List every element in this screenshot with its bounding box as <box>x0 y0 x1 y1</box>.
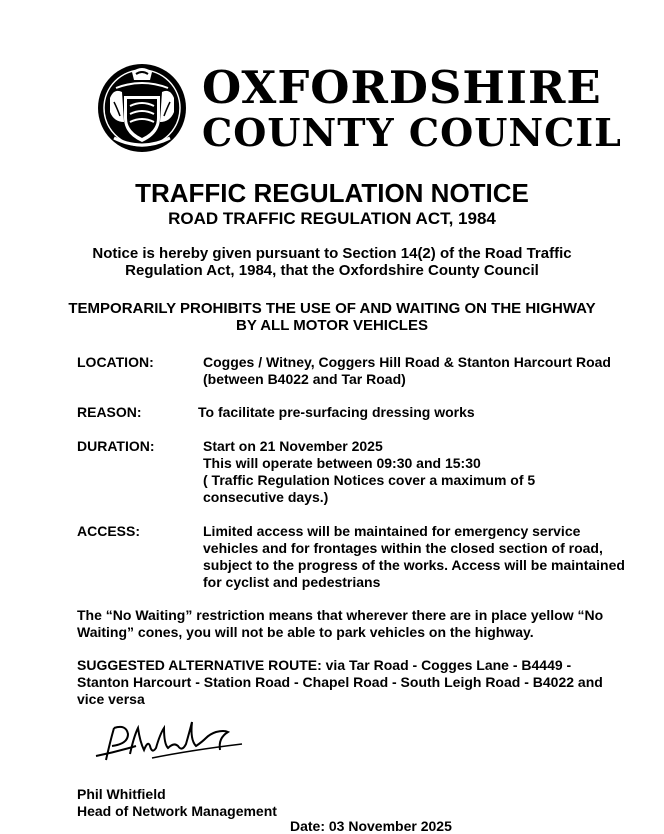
duration-value <box>203 438 563 506</box>
notice-date: Date: 03 November 2025 <box>290 818 452 834</box>
council-name-line1: OXFORDSHIRE <box>202 61 602 114</box>
location-value: Cogges / Witney, Coggers Hill Road & Stanton Harcourt Road (between B4022 and Tar Road) <box>203 354 611 387</box>
prohibition-line-2: BY ALL MOTOR VEHICLES <box>236 317 428 334</box>
notice-title: TRAFFIC REGULATION NOTICE <box>135 178 529 208</box>
act-subtitle: ROAD TRAFFIC REGULATION ACT, 1984 <box>168 209 496 228</box>
prohibition-statement <box>0 300 664 334</box>
alternative-route-paragraph: SUGGESTED ALTERNATIVE ROUTE: via Tar Road - Cogges Lane - B4449 - Stanton Harcourt - Station Road - Chapel Road - South Leigh Road - B4022 and vice versa <box>77 657 603 707</box>
council-name <box>202 61 622 155</box>
signatory-name: Phil Whitfield <box>77 786 166 802</box>
prohibition-line-1: TEMPORARILY PROHIBITS THE USE OF AND WAITING ON THE HIGHWAY <box>68 300 596 317</box>
duration-label: DURATION: <box>77 438 155 454</box>
intro-paragraph <box>0 245 664 279</box>
signatory-role: Head of Network Management <box>77 803 277 819</box>
intro-line-2: Regulation Act, 1984, that the Oxfordshire County Council <box>125 262 539 279</box>
reason-value: To facilitate pre-surfacing dressing works <box>198 404 475 420</box>
signature-image <box>92 718 252 768</box>
location-label: LOCATION: <box>77 354 154 370</box>
no-waiting-paragraph: The “No Waiting” restriction means that wherever there are in place yellow “No Waiting” cones, you will not be able to park vehicles on the highway. <box>77 607 604 640</box>
council-logo <box>96 58 622 158</box>
access-label: ACCESS: <box>77 523 141 539</box>
reason-label: REASON: <box>77 404 142 420</box>
duration-start: Start on 21 November 2025 <box>203 438 383 454</box>
duration-hours: This will operate between 09:30 and 15:30 <box>203 455 481 471</box>
duration-note: ( Traffic Regulation Notices cover a maximum of 5 consecutive days.) <box>203 472 536 505</box>
intro-line-1: Notice is hereby given pursuant to Section 14(2) of the Road Traffic <box>92 245 572 262</box>
council-crest-icon <box>96 58 188 154</box>
access-value: Limited access will be maintained for emergency service vehicles and for frontages within the closed section of road, subject to the progress of the works. Access will be maintained for cyclist and pedestrians <box>203 523 625 590</box>
council-name-line2: COUNTY COUNCIL <box>202 110 622 155</box>
